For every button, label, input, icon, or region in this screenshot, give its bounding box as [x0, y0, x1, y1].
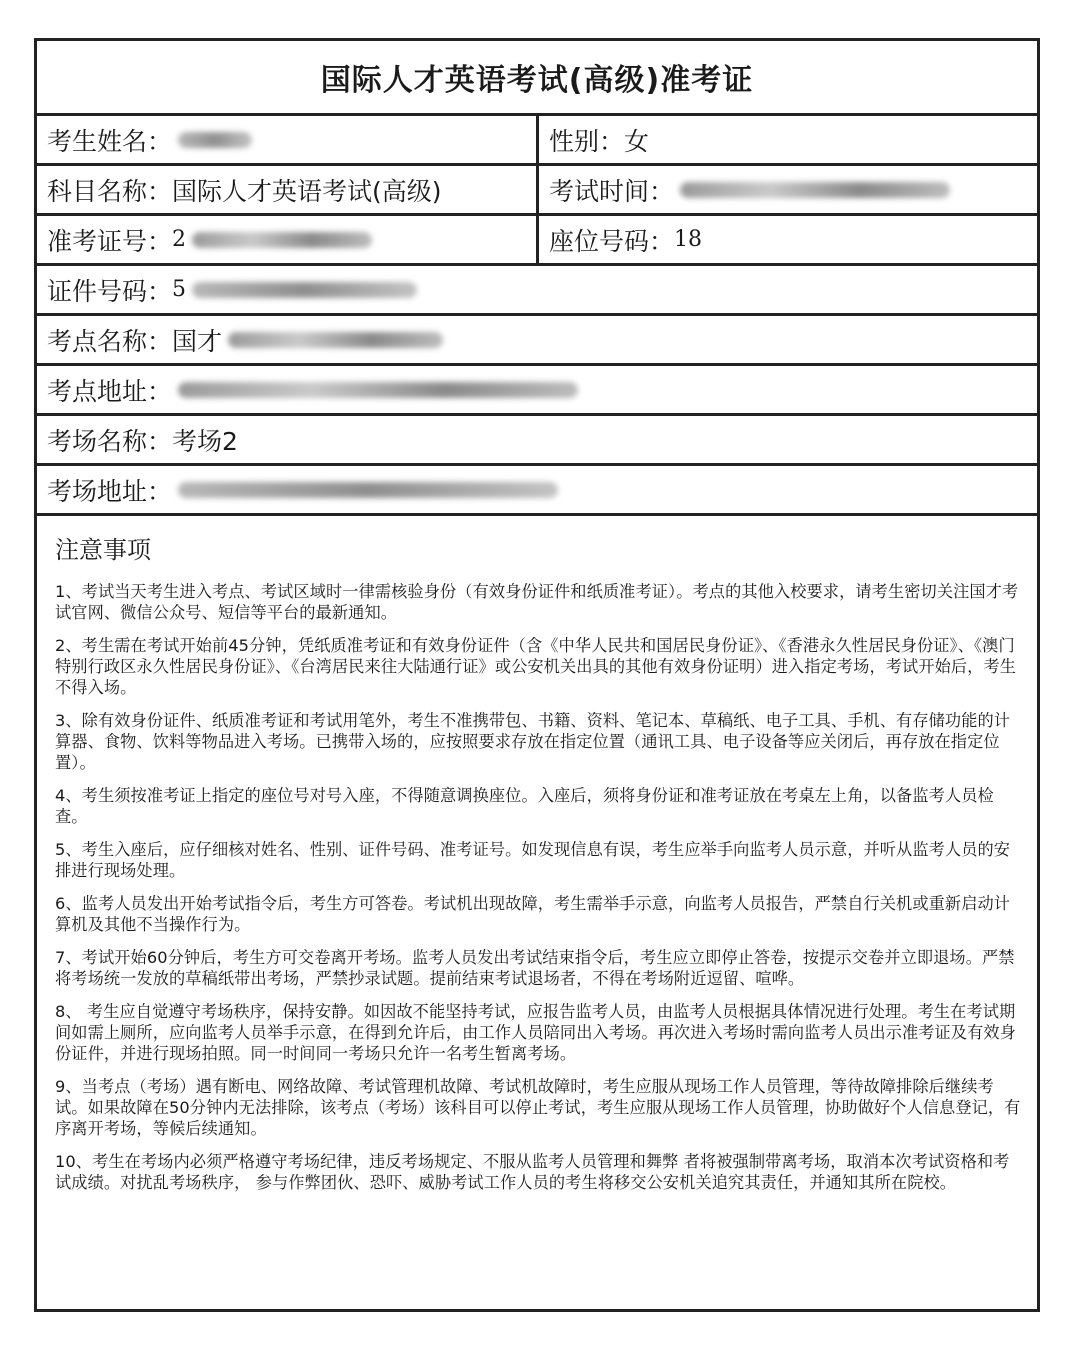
- center-name-value: 国才: [172, 326, 223, 356]
- note-item: 5、考生入座后，应仔细核对姓名、性别、证件号码、准考证号。如发现信息有误，考生应举手向监考人员示意，并听从监考人员的安排进行现场处理。: [55, 840, 1011, 880]
- room-address-label: 考场地址：: [47, 476, 173, 506]
- note-item: 2、考生需在考试开始前45分钟，凭纸质准考证和有效身份证件（含《中华人民共和国居民身份证》、《香港永久性居民身份证》、《澳门特别行政区永久性居民身份证》、《台湾居民来往大陆通行证》或公安机关出具的其他有效身份证明）进入指定考场，考试开始后，考生不得入场。: [55, 636, 1017, 697]
- row-id-no: [37, 266, 1037, 316]
- center-address-label: 考点地址：: [47, 376, 173, 406]
- name-cell: [37, 116, 539, 163]
- center-name-cell: [37, 316, 1037, 363]
- gender-value: 女: [624, 126, 650, 156]
- note-item: 3、除有效身份证件、纸质准考证和考试用笔外，考生不准携带包、书籍、资料、笔记本、草稿纸、电子工具、手机、有存储功能的计算器、食物、饮料等物品进入考场。已携带入场的，应按照要求存放在指定位置（通讯工具、电子设备等应关闭后，再存放在指定位置）。: [55, 711, 1011, 772]
- room-address-cell: [37, 466, 1037, 513]
- admission-no-value: 2: [172, 227, 187, 252]
- exam-time-cell: [539, 166, 1037, 213]
- center-address-redacted: [178, 382, 578, 398]
- exam-time-redacted: [680, 182, 950, 198]
- subject-label: 科目名称：: [47, 176, 173, 206]
- note-item: 8、 考生应自觉遵守考场秩序，保持安静。如因故不能坚持考试，应报告监考人员，由监考人员根据具体情况进行处理。考生在考试期间如需上厕所，应向监考人员举手示意，在得到允许后，由工作人员陪同出入考场。再次进入考场时需向监考人员出示准考证及有效身份证件，并进行现场拍照。同一时间同一考场只允许一名考生暂离考场。: [55, 1002, 1016, 1063]
- admission-no-redacted: [192, 232, 372, 248]
- exam-time-label: 考试时间：: [549, 176, 675, 206]
- notes-section: [37, 516, 1037, 1193]
- note-item: 4、考生须按准考证上指定的座位号对号入座，不得随意调换座位。入座后，须将身份证和准考证放在考桌左上角，以备监考人员检查。: [55, 786, 994, 826]
- subject-cell: [37, 166, 539, 213]
- id-no-label: 证件号码：: [47, 276, 173, 306]
- seat-no-value: 18: [674, 227, 703, 252]
- id-no-cell: [37, 266, 1037, 313]
- seat-no-label: 座位号码：: [549, 226, 675, 256]
- row-center-address: [37, 366, 1037, 416]
- row-admission-seat: [37, 216, 1037, 266]
- admission-no-label: 准考证号：: [47, 226, 173, 256]
- name-label: 考生姓名：: [47, 126, 173, 156]
- center-address-cell: [37, 366, 1037, 413]
- name-redacted: [178, 132, 252, 148]
- note-item: 9、当考点（考场）遇有断电、网络故障、考试管理机故障、考试机故障时，考生应服从现场工作人员管理，等待故障排除后继续考试。如果故障在50分钟内无法排除，该考点（考场）该科目可以停止考试，考生应服从现场工作人员管理，协助做好个人信息登记，有序离开考场，等候后续通知。: [55, 1077, 1021, 1138]
- room-address-redacted: [178, 482, 558, 498]
- note-item: 10、考生在考场内必须严格遵守考场纪律，违反考场规定、不服从监考人员管理和舞弊 者将被强制带离考场，取消本次考试资格和考试成绩。对扰乱考场秩序， 参与作弊团伙、恐吓、威胁考试工作人员的考生将移交公安机关追究其责任，并通知其所在院校。: [55, 1152, 1010, 1192]
- id-no-value: 5: [172, 277, 187, 302]
- center-name-redacted: [228, 332, 443, 348]
- row-center-name: [37, 316, 1037, 366]
- center-name-label: 考点名称：: [47, 326, 173, 356]
- row-room-address: [37, 466, 1037, 516]
- room-name-value: 考场2: [172, 426, 238, 456]
- notes-title: 注意事项: [55, 536, 151, 564]
- row-room-name: [37, 416, 1037, 466]
- note-item: 7、考试开始60分钟后，考生方可交卷离开考场。监考人员发出考试结束指令后，考生应立即停止答卷，按提示交卷并立即退场。严禁将考场统一发放的草稿纸带出考场，严禁抄录试题。提前结束考试退场者，不得在考场附近逗留、喧哗。: [55, 948, 1015, 988]
- admission-no-cell: [37, 216, 539, 263]
- ticket-title: 国际人才英语考试(高级)准考证: [37, 41, 1037, 116]
- note-item: 6、监考人员发出开始考试指令后，考生方可答卷。考试机出现故障，考生需举手示意，向监考人员报告，严禁自行关机或重新启动计算机及其他不当操作行为。: [55, 894, 1011, 934]
- row-subject-time: [37, 166, 1037, 216]
- row-name-gender: [37, 116, 1037, 166]
- seat-no-cell: [539, 216, 1037, 263]
- gender-cell: [539, 116, 1037, 163]
- room-name-cell: [37, 416, 1037, 463]
- subject-value: 国际人才英语考试(高级): [172, 176, 442, 206]
- gender-label: 性别：: [549, 126, 625, 156]
- admission-ticket: [34, 38, 1040, 1312]
- room-name-label: 考场名称：: [47, 426, 173, 456]
- note-item: 1、考试当天考生进入考点、考试区域时一律需核验身份（有效身份证件和纸质准考证）。考点的其他入校要求，请考生密切关注国才考试官网、微信公众号、短信等平台的最新通知。: [55, 582, 1019, 622]
- id-no-redacted: [192, 282, 417, 298]
